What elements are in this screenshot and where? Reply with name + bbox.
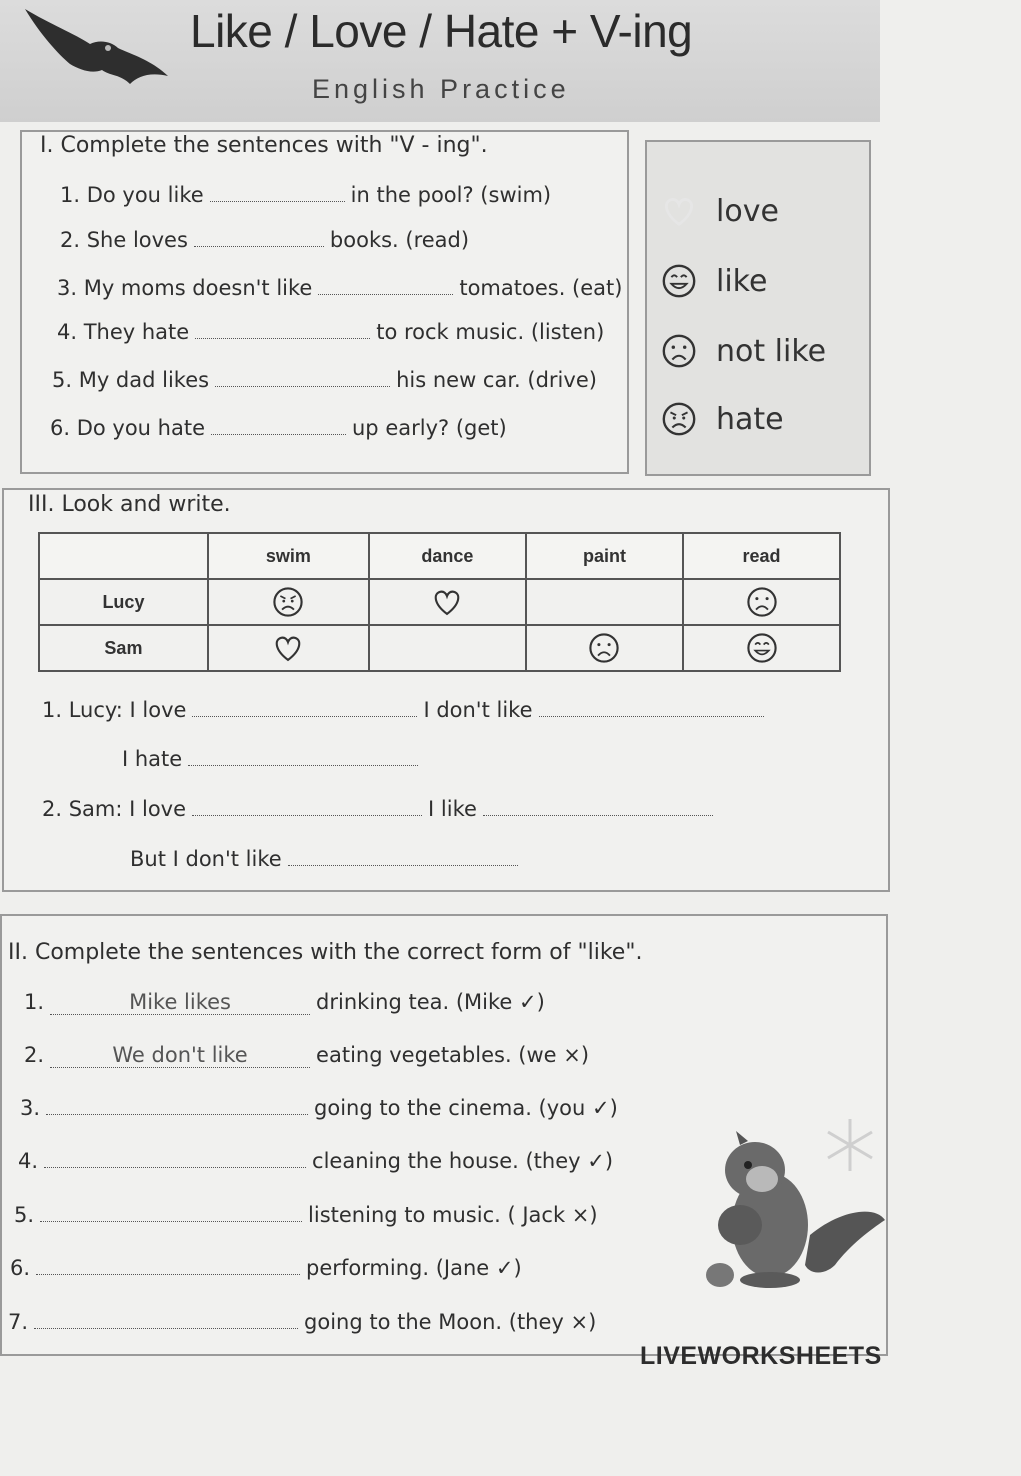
legend-hate	[660, 400, 784, 438]
sam-swim-cell	[208, 625, 369, 671]
heart-icon	[271, 631, 305, 665]
ex2-item-2	[24, 1043, 589, 1068]
sam-dance-cell	[369, 625, 526, 671]
ex2-item-3-answer[interactable]	[46, 1114, 308, 1115]
column-header-swim: swim	[208, 533, 369, 579]
ex2-item-5-suffix: listening to music. ( Jack ×)	[308, 1203, 598, 1227]
ex3-lucy-love-blank[interactable]	[192, 716, 417, 717]
sam-paint-cell	[526, 625, 683, 671]
ex1-item-3-blank[interactable]	[318, 294, 453, 295]
heart-icon	[430, 585, 464, 619]
happy-face-icon	[745, 631, 779, 665]
sam-read-cell	[683, 625, 840, 671]
ex2-item-3	[20, 1096, 618, 1120]
ex3-lucy-dont-like-label: I don't like	[423, 698, 533, 722]
ex1-item-6	[50, 416, 507, 440]
lucy-swim-cell	[208, 579, 369, 625]
ex3-lucy-hate-blank[interactable]	[188, 765, 418, 766]
ex3-sam-love-blank[interactable]	[192, 815, 422, 816]
ex2-item-7	[8, 1310, 596, 1334]
ex1-item-5	[52, 368, 597, 392]
page-subtitle: English Practice	[312, 74, 570, 104]
ex2-item-3-number: 3.	[20, 1096, 41, 1120]
legend-not-like-label: not like	[716, 333, 827, 369]
table-header-row	[39, 533, 840, 579]
lucy-paint-cell	[526, 579, 683, 625]
legend-not-like	[660, 332, 826, 370]
ex1-item-6-suffix: up early? (get)	[352, 416, 507, 440]
ex2-item-6-answer[interactable]	[36, 1274, 300, 1275]
ex2-item-4	[18, 1149, 613, 1173]
ex2-item-1-number: 1.	[24, 990, 45, 1014]
ex2-item-1-answer[interactable]: Mike likes	[50, 990, 310, 1015]
ex1-item-5-blank[interactable]	[215, 386, 390, 387]
ex2-item-6-suffix: performing. (Jane ✓)	[306, 1256, 522, 1280]
ex2-item-7-answer[interactable]	[34, 1328, 298, 1329]
ex1-item-4	[57, 320, 604, 344]
ex2-item-2-suffix: eating vegetables. (we ×)	[316, 1043, 590, 1067]
column-header-paint: paint	[526, 533, 683, 579]
exercise-2-instruction: II. Complete the sentences with the correct form of "like".	[8, 940, 643, 965]
legend-hate-label: hate	[716, 401, 784, 437]
row-header-lucy: Lucy	[39, 579, 208, 625]
ex2-item-2-number: 2.	[24, 1043, 45, 1067]
ex3-sam-like-blank[interactable]	[483, 815, 713, 816]
column-header-read: read	[683, 533, 840, 579]
ex1-item-4-blank[interactable]	[195, 338, 370, 339]
heart-icon	[660, 192, 698, 230]
table-row-lucy	[39, 579, 840, 625]
liveworksheets-logo: LIVEWORKSHEETS	[640, 1342, 882, 1370]
ex2-item-5-number: 5.	[14, 1203, 35, 1227]
ex3-lucy-line-2	[122, 747, 424, 771]
ex1-item-1-prefix: 1. Do you like	[60, 183, 204, 207]
ex3-lucy-dont-like-blank[interactable]	[539, 716, 764, 717]
legend-like-label: like	[716, 263, 768, 299]
ex3-lucy-love-label: 1. Lucy: I love	[42, 698, 187, 722]
ex1-item-3	[57, 276, 622, 300]
ex2-item-6	[10, 1256, 522, 1280]
ex2-item-4-number: 4.	[18, 1149, 39, 1173]
row-header-sam: Sam	[39, 625, 208, 671]
ex3-lucy-line-1	[42, 698, 770, 722]
bat-icon	[20, 4, 170, 94]
ex3-sam-like-label: I like	[428, 797, 477, 821]
sad-face-icon	[587, 631, 621, 665]
ex3-lucy-hate-label: I hate	[122, 747, 183, 771]
sad-face-icon	[745, 585, 779, 619]
ex3-sam-line-2	[130, 847, 524, 871]
sad-face-icon	[660, 332, 698, 370]
ex1-item-6-blank[interactable]	[211, 434, 346, 435]
ex3-sam-dont-like-label: But I don't like	[130, 847, 282, 871]
ex1-item-1-suffix: in the pool? (swim)	[350, 183, 552, 207]
squirrel-icon	[700, 1115, 890, 1295]
ex2-item-7-number: 7.	[8, 1310, 29, 1334]
ex1-item-2-suffix: books. (read)	[329, 228, 470, 252]
angry-face-icon	[271, 585, 305, 619]
ex1-item-5-suffix: his new car. (drive)	[396, 368, 597, 392]
table-corner-cell	[39, 533, 208, 579]
column-header-dance: dance	[369, 533, 526, 579]
ex3-sam-dont-like-blank[interactable]	[288, 865, 518, 866]
ex1-item-3-suffix: tomatoes. (eat)	[459, 276, 623, 300]
ex1-item-2-prefix: 2. She loves	[60, 228, 188, 252]
ex1-item-3-prefix: 3. My moms doesn't like	[57, 276, 313, 300]
happy-face-icon	[660, 262, 698, 300]
ex1-item-2-blank[interactable]	[194, 246, 324, 247]
legend-like	[660, 262, 767, 300]
ex1-item-2	[60, 228, 469, 252]
ex2-item-1-suffix: drinking tea. (Mike ✓)	[316, 990, 545, 1014]
legend-love-label: love	[716, 193, 779, 229]
ex2-item-4-answer[interactable]	[44, 1167, 306, 1168]
ex2-item-6-number: 6.	[10, 1256, 31, 1280]
ex1-item-1	[60, 183, 551, 207]
lucy-dance-cell	[369, 579, 526, 625]
ex2-item-5-answer[interactable]	[40, 1221, 302, 1222]
ex2-item-7-suffix: going to the Moon. (they ×)	[304, 1310, 597, 1334]
ex1-item-1-blank[interactable]	[210, 201, 345, 202]
ex2-item-2-answer[interactable]: We don't like	[50, 1043, 310, 1068]
angry-face-icon	[660, 400, 698, 438]
preferences-table	[38, 532, 841, 672]
table-row-sam	[39, 625, 840, 671]
ex2-item-4-suffix: cleaning the house. (they ✓)	[312, 1149, 614, 1173]
ex2-item-5	[14, 1203, 598, 1227]
ex3-sam-line-1	[42, 797, 719, 821]
legend-love	[660, 192, 779, 230]
page-title: Like / Love / Hate + V-ing	[190, 5, 693, 57]
ex1-item-5-prefix: 5. My dad likes	[52, 368, 210, 392]
lucy-read-cell	[683, 579, 840, 625]
ex2-item-1	[24, 990, 545, 1015]
ex2-item-3-suffix: going to the cinema. (you ✓)	[314, 1096, 618, 1120]
ex1-item-4-prefix: 4. They hate	[57, 320, 190, 344]
exercise-3-instruction: III. Look and write.	[28, 492, 231, 517]
ex1-item-6-prefix: 6. Do you hate	[50, 416, 205, 440]
ex1-item-4-suffix: to rock music. (listen)	[376, 320, 605, 344]
ex3-sam-love-label: 2. Sam: I love	[42, 797, 187, 821]
exercise-1-instruction: I. Complete the sentences with "V - ing".	[40, 133, 488, 158]
